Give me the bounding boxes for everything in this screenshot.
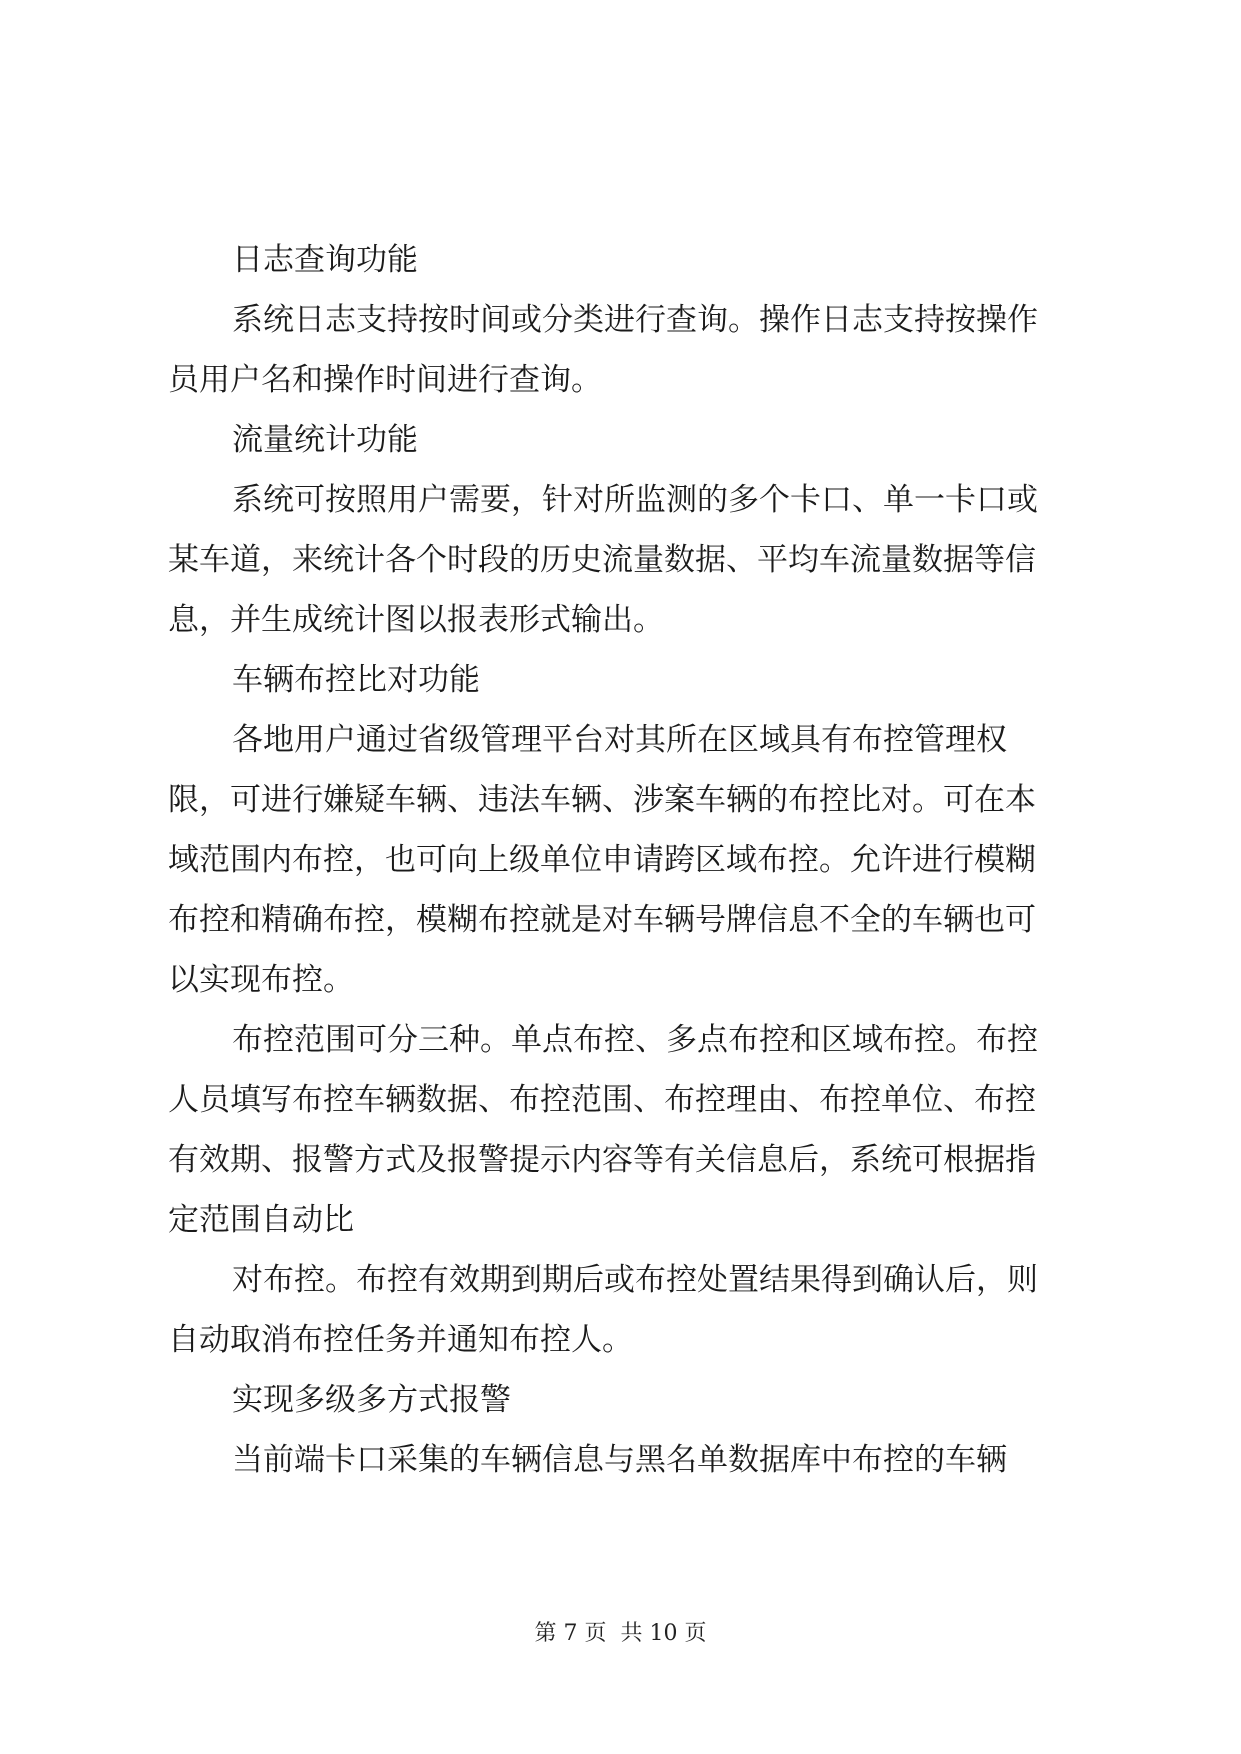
paragraph-line: 各地用户通过省级管理平台对其所在区域具有布控管理权: [232, 722, 1007, 758]
paragraph-line: 布控范围可分三种。单点布控、多点布控和区域布控。布控: [232, 1022, 1038, 1058]
paragraph-line: 对布控。布控有效期到期后或布控处置结果得到确认后，则: [232, 1262, 1038, 1298]
paragraph-line: 限，可进行嫌疑车辆、违法车辆、涉案车辆的布控比对。可在本: [168, 782, 1036, 818]
paragraph-line: 人员填写布控车辆数据、布控范围、布控理由、布控单位、布控: [168, 1082, 1036, 1118]
heading-multilevel-alarm: 实现多级多方式报警: [232, 1382, 511, 1418]
paragraph-line: 布控和精确布控，模糊布控就是对车辆号牌信息不全的车辆也可: [168, 902, 1036, 938]
paragraph-line: 当前端卡口采集的车辆信息与黑名单数据库中布控的车辆: [232, 1442, 1007, 1478]
paragraph-line: 以实现布控。: [168, 962, 354, 998]
paragraph-line: 有效期、报警方式及报警提示内容等有关信息后，系统可根据指: [168, 1142, 1036, 1178]
page-footer: [0, 1616, 1241, 1647]
paragraph-line: 息，并生成统计图以报表形式输出。: [168, 602, 664, 638]
paragraph-line: 定范围自动比: [168, 1202, 354, 1238]
page-number: 第 7 页 共 10 页: [534, 1621, 707, 1646]
heading-traffic-statistics: 流量统计功能: [232, 422, 418, 458]
paragraph-line: 系统日志支持按时间或分类进行查询。操作日志支持按操作: [232, 302, 1038, 338]
paragraph-line: 系统可按照用户需要，针对所监测的多个卡口、单一卡口或: [232, 482, 1038, 518]
paragraph-line: 自动取消布控任务并通知布控人。: [168, 1322, 633, 1358]
heading-vehicle-control: 车辆布控比对功能: [232, 662, 480, 698]
paragraph-line: 域范围内布控，也可向上级单位申请跨区域布控。允许进行模糊: [168, 842, 1036, 878]
paragraph-line: 员用户名和操作时间进行查询。: [168, 362, 602, 398]
paragraph-line: 某车道，来统计各个时段的历史流量数据、平均车流量数据等信: [168, 542, 1036, 578]
heading-log-query: 日志查询功能: [232, 242, 418, 278]
